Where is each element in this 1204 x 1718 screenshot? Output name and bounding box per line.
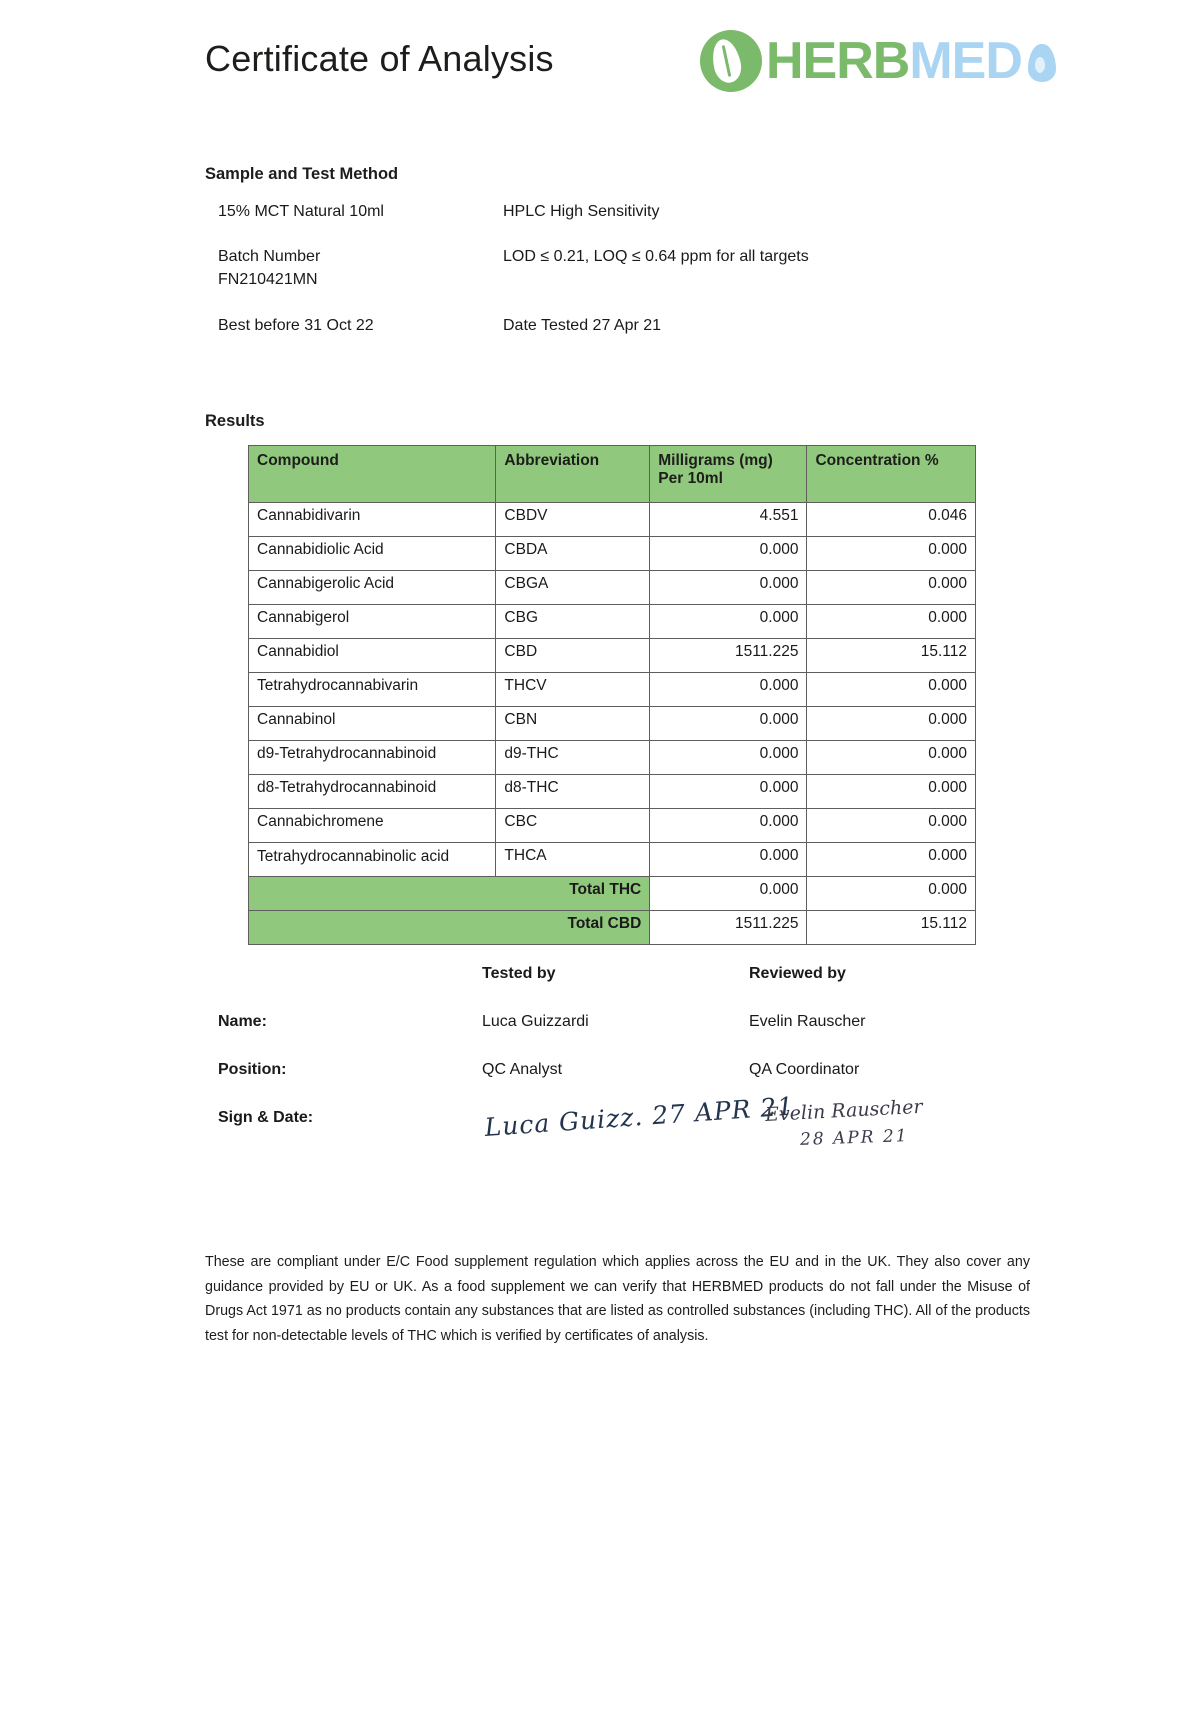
tested-by-heading: Tested by <box>482 965 556 982</box>
batch-number-value: FN210421MN <box>218 271 318 289</box>
cell-abbreviation: CBG <box>496 605 650 639</box>
table-total-row-thc <box>249 877 976 911</box>
cell-abbreviation: THCV <box>496 673 650 707</box>
cell-concentration: 0.000 <box>807 843 976 877</box>
column-header-compound: Compound <box>249 446 496 503</box>
sample-row-right <box>503 200 918 223</box>
cell-compound: Cannabidiolic Acid <box>249 537 496 571</box>
legal-disclaimer: These are compliant under E/C Food supplement regulation which applies across the EU and in the UK. They also cover any guidance provided by EU or UK. As a food supplement we can verify that HERBMED products do not fall under the Misuse of Drugs Act 1971 as no products contain any substances that are listed as controlled substances (including THC). All of the products test for non-detectable levels of THC which is verified by certificates of analysis. <box>205 1254 1030 1344</box>
logo-word-med: MED <box>909 32 1022 90</box>
herbmed-logo <box>700 28 1056 94</box>
cell-compound: Tetrahydrocannabinolic acid <box>249 843 496 877</box>
cell-abbreviation: CBDA <box>496 537 650 571</box>
total-cbd-label: Total CBD <box>249 911 650 945</box>
logo-word-herb: HERB <box>766 32 910 90</box>
table-row <box>249 503 976 537</box>
cell-milligrams: 0.000 <box>650 741 807 775</box>
signature-header-row <box>218 965 1008 983</box>
table-header-row <box>249 446 976 503</box>
reviewed-by-signature-image: Evelin Rauscher <box>764 1095 924 1127</box>
cell-concentration: 0.000 <box>807 707 976 741</box>
cell-milligrams: 4.551 <box>650 503 807 537</box>
reviewed-by-name: Evelin Rauscher <box>748 1013 866 1030</box>
cell-concentration: 15.112 <box>807 639 976 673</box>
table-row <box>249 843 976 877</box>
sign-date-label: Sign & Date: <box>218 1109 314 1126</box>
cell-milligrams: 1511.225 <box>650 639 807 673</box>
cell-concentration: 0.000 <box>807 809 976 843</box>
lod-loq-value: LOD ≤ 0.21, LOQ ≤ 0.64 ppm for all targets <box>503 248 809 266</box>
best-before-value: Best before 31 Oct 22 <box>218 316 374 334</box>
cell-abbreviation: CBC <box>496 809 650 843</box>
sample-row-right <box>503 314 918 337</box>
table-row <box>249 809 976 843</box>
cell-compound: Cannabidiol <box>249 639 496 673</box>
tested-by-position: QC Analyst <box>482 1061 563 1078</box>
cell-abbreviation: CBD <box>496 639 650 673</box>
sample-info-grid <box>218 200 918 359</box>
sample-row-left <box>218 314 503 337</box>
signature-name-row <box>218 1013 1008 1031</box>
date-tested-value: Date Tested 27 Apr 21 <box>503 316 662 334</box>
tested-by-name: Luca Guizzardi <box>482 1013 589 1030</box>
cell-milligrams: 0.000 <box>650 605 807 639</box>
table-row <box>249 571 976 605</box>
cell-abbreviation: d8-THC <box>496 775 650 809</box>
signature-position-row <box>218 1061 1008 1079</box>
sample-test-method: HPLC High Sensitivity <box>503 203 660 220</box>
cell-abbreviation: d9-THC <box>496 741 650 775</box>
sample-product-name: 15% MCT Natural 10ml <box>218 203 384 220</box>
cell-compound: Cannabichromene <box>249 809 496 843</box>
sample-row-right <box>503 245 918 291</box>
total-thc-concentration: 0.000 <box>807 877 976 911</box>
cell-compound: Cannabigerolic Acid <box>249 571 496 605</box>
page-title: Certificate of Analysis <box>205 38 554 79</box>
table-row <box>249 639 976 673</box>
cell-concentration: 0.046 <box>807 503 976 537</box>
column-header-milligrams-line1: Milligrams (mg) <box>658 452 773 469</box>
sample-row <box>218 245 918 291</box>
total-cbd-milligrams: 1511.225 <box>650 911 807 945</box>
position-label: Position: <box>218 1061 287 1078</box>
cell-compound: d9-Tetrahydrocannabinoid <box>249 741 496 775</box>
results-section-heading: Results <box>205 412 265 430</box>
logo-wordmark <box>766 32 1056 90</box>
table-row <box>249 775 976 809</box>
total-thc-milligrams: 0.000 <box>650 877 807 911</box>
cell-milligrams: 0.000 <box>650 775 807 809</box>
cell-milligrams: 0.000 <box>650 843 807 877</box>
batch-number-label: Batch Number <box>218 248 321 266</box>
table-row <box>249 707 976 741</box>
column-header-milligrams <box>650 446 807 503</box>
tested-by-signature-text: Luca Guizz. <box>483 1101 645 1143</box>
column-header-concentration: Concentration % <box>807 446 976 503</box>
total-thc-label: Total THC <box>249 877 650 911</box>
cell-compound: d8-Tetrahydrocannabinoid <box>249 775 496 809</box>
total-cbd-concentration: 15.112 <box>807 911 976 945</box>
table-row <box>249 673 976 707</box>
sample-row-left <box>218 245 503 291</box>
cell-concentration: 0.000 <box>807 741 976 775</box>
sample-row <box>218 200 918 223</box>
cell-concentration: 0.000 <box>807 571 976 605</box>
table-row <box>249 741 976 775</box>
table-row <box>249 605 976 639</box>
cell-concentration: 0.000 <box>807 775 976 809</box>
leaf-circle-icon <box>700 30 762 92</box>
results-table-body <box>249 503 976 945</box>
name-label: Name: <box>218 1013 267 1030</box>
column-header-abbreviation: Abbreviation <box>496 446 650 503</box>
sample-row-left <box>218 200 503 223</box>
cell-compound: Tetrahydrocannabivarin <box>249 673 496 707</box>
table-row <box>249 537 976 571</box>
cell-milligrams: 0.000 <box>650 809 807 843</box>
reviewed-by-heading: Reviewed by <box>748 965 846 982</box>
cell-abbreviation: CBDV <box>496 503 650 537</box>
cell-abbreviation: CBGA <box>496 571 650 605</box>
cell-compound: Cannabigerol <box>249 605 496 639</box>
cell-milligrams: 0.000 <box>650 537 807 571</box>
cell-compound: Cannabinol <box>249 707 496 741</box>
cell-concentration: 0.000 <box>807 605 976 639</box>
table-total-row-cbd <box>249 911 976 945</box>
column-header-milligrams-line2: Per 10ml <box>658 470 723 487</box>
cell-milligrams: 0.000 <box>650 673 807 707</box>
sample-row <box>218 314 918 337</box>
water-drop-icon <box>1028 44 1056 82</box>
cell-milligrams: 0.000 <box>650 707 807 741</box>
reviewed-by-position: QA Coordinator <box>748 1061 860 1078</box>
tested-by-signature-date: 27 APR 21 <box>651 1091 796 1131</box>
cell-concentration: 0.000 <box>807 673 976 707</box>
signature-header-spacer <box>218 965 482 983</box>
cell-compound: Cannabidivarin <box>249 503 496 537</box>
results-table <box>248 445 976 945</box>
reviewed-by-signature-date: 28 APR 21 <box>799 1126 909 1150</box>
cell-milligrams: 0.000 <box>650 571 807 605</box>
cell-abbreviation: THCA <box>496 843 650 877</box>
sample-section-heading: Sample and Test Method <box>205 165 399 183</box>
cell-concentration: 0.000 <box>807 537 976 571</box>
cell-abbreviation: CBN <box>496 707 650 741</box>
